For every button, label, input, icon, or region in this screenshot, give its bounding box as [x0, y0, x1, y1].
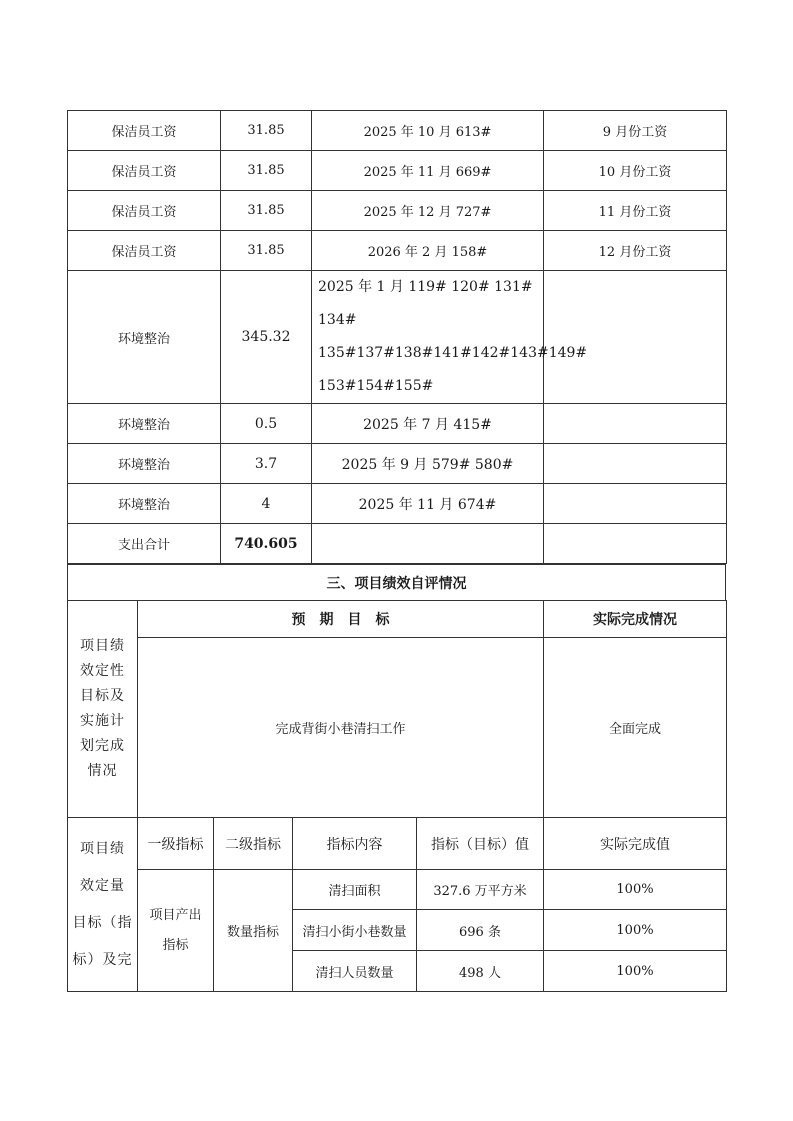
- amount-cell: 0.5: [221, 404, 312, 444]
- note-cell: [544, 444, 727, 484]
- table-row: [68, 484, 727, 524]
- header-actual-value: 实际完成值: [544, 818, 727, 870]
- note-cell: [544, 404, 727, 444]
- note-cell: 11 月份工资: [544, 191, 727, 231]
- total-value: 740.605: [221, 524, 312, 564]
- table-row: [68, 444, 727, 484]
- voucher-cell: 2026 年 2 月 158#: [312, 231, 544, 271]
- amount-cell: 31.85: [221, 151, 312, 191]
- target-cell: 498 人: [417, 951, 544, 992]
- table-row: [68, 271, 727, 404]
- table-row: [68, 151, 727, 191]
- voucher-cell: 2025 年 10 月 613#: [312, 111, 544, 151]
- total-label: 支出合计: [68, 524, 221, 564]
- header-target-value: 指标（目标）值: [417, 818, 544, 870]
- empty-cell: [312, 524, 544, 564]
- content-cell: 清扫人员数量: [293, 951, 417, 992]
- note-cell: [544, 271, 727, 404]
- note-cell: 10 月份工资: [544, 151, 727, 191]
- content-cell: 清扫小街小巷数量: [293, 910, 417, 951]
- item-cell: 保洁员工资: [68, 191, 221, 231]
- level2-cell: 数量指标: [214, 870, 293, 992]
- voucher-line: 153#154#155#: [318, 378, 434, 394]
- content-cell: 清扫面积: [293, 870, 417, 910]
- amount-cell: 31.85: [221, 191, 312, 231]
- header-level2: 二级指标: [214, 818, 293, 870]
- header-level1: 一级指标: [138, 818, 214, 870]
- table-row: [68, 191, 727, 231]
- item-cell: 保洁员工资: [68, 231, 221, 271]
- header-content: 指标内容: [293, 818, 417, 870]
- table-row: [68, 231, 727, 271]
- amount-cell: 3.7: [221, 444, 312, 484]
- empty-cell: [544, 524, 727, 564]
- header-target: 预 期 目 标: [138, 601, 544, 638]
- table-row: [68, 111, 727, 151]
- amount-cell: 345.32: [221, 271, 312, 404]
- item-cell: 环境整治: [68, 271, 221, 404]
- voucher-cell: 2025 年 9 月 579# 580#: [312, 444, 544, 484]
- target-cell: 696 条: [417, 910, 544, 951]
- actual-cell: 100%: [544, 951, 727, 992]
- voucher-cell: 2025 年 7 月 415#: [312, 404, 544, 444]
- voucher-cell: 2025 年 12 月 727#: [312, 191, 544, 231]
- voucher-line: 2025 年 1 月 119# 120# 131# 134#: [318, 279, 533, 328]
- voucher-cell: 2025 年 11 月 669#: [312, 151, 544, 191]
- note-cell: 9 月份工资: [544, 111, 727, 151]
- amount-cell: 31.85: [221, 231, 312, 271]
- target-text: 完成背街小巷清扫工作: [138, 638, 544, 818]
- qualitative-row-label: 项目绩 效定性 目标及 实施计 划完成 情况: [68, 601, 138, 818]
- item-cell: 保洁员工资: [68, 151, 221, 191]
- item-cell: 环境整治: [68, 444, 221, 484]
- table-row: [68, 870, 727, 910]
- total-row: [68, 524, 727, 564]
- quantitative-row-label: 项目绩 效定量 目标（指 标）及完: [68, 818, 138, 992]
- note-cell: [544, 484, 727, 524]
- note-cell: 12 月份工资: [544, 231, 727, 271]
- table-row: [68, 404, 727, 444]
- quantitative-table: [67, 817, 727, 992]
- actual-text: 全面完成: [544, 638, 727, 818]
- item-cell: 环境整治: [68, 484, 221, 524]
- level1-cell: 项目产出 指标: [138, 870, 214, 992]
- expense-table: [67, 110, 727, 564]
- voucher-cell: 2025 年 11 月 674#: [312, 484, 544, 524]
- actual-cell: 100%: [544, 910, 727, 951]
- actual-cell: 100%: [544, 870, 727, 910]
- amount-cell: 31.85: [221, 111, 312, 151]
- item-cell: 环境整治: [68, 404, 221, 444]
- header-actual: 实际完成情况: [544, 601, 727, 638]
- item-cell: 保洁员工资: [68, 111, 221, 151]
- section-title-table: [67, 564, 726, 601]
- qualitative-table: [67, 600, 727, 818]
- section-title: 三、项目绩效自评情况: [68, 565, 726, 601]
- voucher-line: 135#137#138#141#142#143#149#: [318, 345, 588, 361]
- voucher-cell-multiline: [312, 271, 588, 404]
- amount-cell: 4: [221, 484, 312, 524]
- target-cell: 327.6 万平方米: [417, 870, 544, 910]
